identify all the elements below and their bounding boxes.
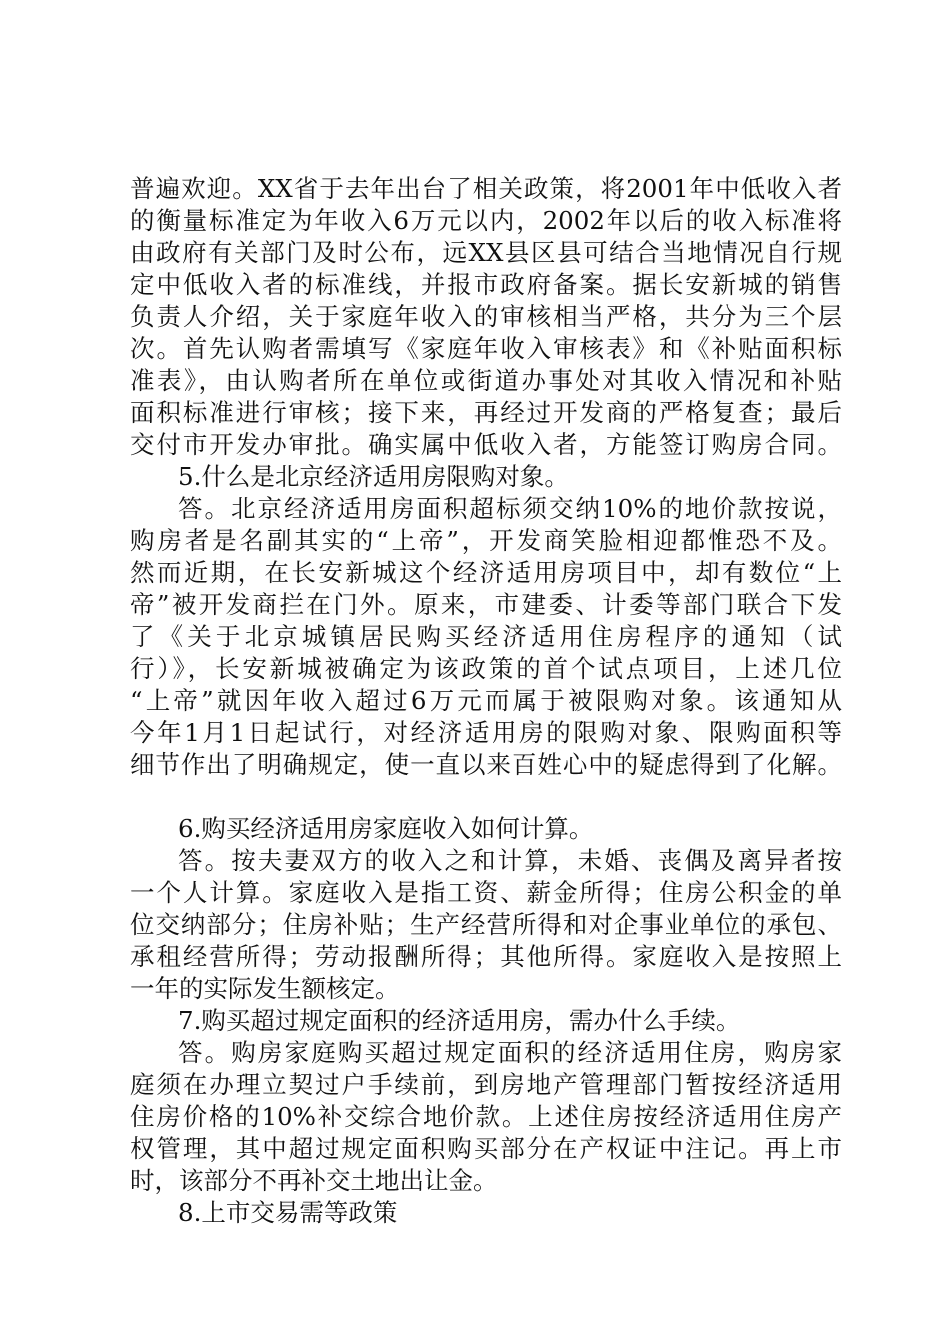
- text-line: 7.购买超过规定面积的经济适用房，需办什么手续。: [178, 1006, 741, 1035]
- text-line: 的衡量标准定为年收入6万元以内，2002年以后的收入标准将: [130, 206, 842, 235]
- text-line: 普遍欢迎。XX省于去年出台了相关政策，将2001年中低收入者: [130, 174, 842, 203]
- text-line: 答。按夫妻双方的收入之和计算，未婚、丧偶及离异者按: [178, 846, 842, 875]
- text-line: 由政府有关部门及时公布，远XX县区县可结合当地情况自行规: [130, 238, 842, 267]
- text-line: 负责人介绍，关于家庭年收入的审核相当严格，共分为三个层: [130, 302, 842, 331]
- text-line: 庭须在办理立契过户手续前，到房地产管理部门暂按经济适用: [130, 1070, 842, 1099]
- text-line: 定中低收入者的标准线，并报市政府备案。据长安新城的销售: [130, 270, 842, 299]
- text-line: 答。北京经济适用房面积超标须交纳10%的地价款按说，: [178, 494, 842, 523]
- text-line: 住房价格的10%补交综合地价款。上述住房按经济适用住房产: [130, 1102, 842, 1131]
- text-line: 5.什么是北京经济适用房限购对象。: [178, 462, 569, 491]
- blank-line: [130, 781, 842, 813]
- text-line: 答。购房家庭购买超过规定面积的经济适用住房，购房家: [178, 1038, 842, 1067]
- text-line: 交付市开发办审批。确实属中低收入者，方能签订购房合同。: [130, 430, 842, 459]
- text-line: 时，该部分不再补交土地出让金。: [130, 1166, 498, 1195]
- text-line: 今年1月1日起试行，对经济适用房的限购对象、限购面积等: [130, 718, 842, 747]
- text-line: 次。首先认购者需填写《家庭年收入审核表》和《补贴面积标: [130, 334, 842, 363]
- text-line: 帝”被开发商拦在门外。原来，市建委、计委等部门联合下发: [130, 590, 842, 619]
- text-line: 一年的实际发生额核定。: [130, 974, 400, 1003]
- text-line: 细节作出了明确规定，使一直以来百姓心中的疑虑得到了化解。: [130, 750, 842, 779]
- text-line: “上帝”就因年收入超过6万元而属于被限购对象。该通知从: [130, 686, 842, 715]
- text-line: 一个人计算。家庭收入是指工资、薪金所得；住房公积金的单: [130, 878, 842, 907]
- text-line: 8.上市交易需等政策: [178, 1198, 398, 1227]
- text-line: 6.购买经济适用房家庭收入如何计算。: [178, 814, 594, 843]
- document-body: [130, 173, 842, 1229]
- text-line: 然而近期，在长安新城这个经济适用房项目中，却有数位“上: [130, 558, 842, 587]
- text-line: 购房者是名副其实的“上帝”，开发商笑脸相迎都惟恐不及。: [130, 526, 842, 555]
- text-line: 准表》，由认购者所在单位或街道办事处对其收入情况和补贴: [130, 366, 842, 395]
- text-line: 权管理，其中超过规定面积购买部分在产权证中注记。再上市: [130, 1134, 842, 1163]
- text-line: 行）》，长安新城被确定为该政策的首个试点项目，上述几位: [130, 654, 842, 683]
- text-line: 承租经营所得；劳动报酬所得；其他所得。家庭收入是按照上: [130, 942, 842, 971]
- text-line: 了《关于北京城镇居民购买经济适用住房程序的通知（试: [130, 622, 842, 651]
- text-line: 面积标准进行审核；接下来，再经过开发商的严格复查；最后: [130, 398, 842, 427]
- text-line: 位交纳部分；住房补贴；生产经营所得和对企事业单位的承包、: [130, 910, 842, 939]
